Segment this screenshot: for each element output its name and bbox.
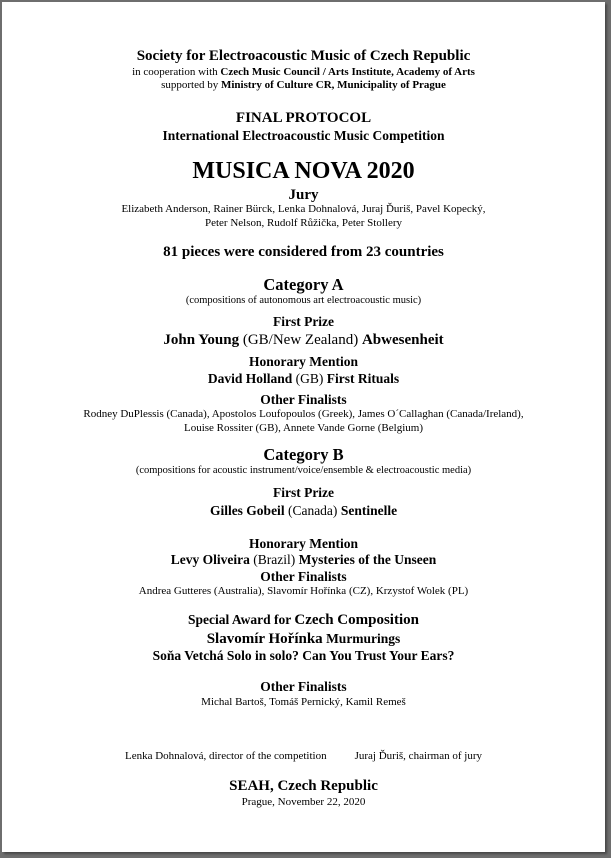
protocol-title: FINAL PROTOCOL: [235, 110, 372, 126]
society-title: Society for Electroacoustic Music of Czech Republic: [136, 48, 471, 64]
composer-country: (GB): [292, 371, 327, 386]
work-title: Murmurings: [322, 631, 401, 646]
special-award-heading: [2, 612, 605, 629]
jury-line-1: Elizabeth Anderson, Rainer Bürck, Lenka Dohnalová, Juraj Ďuriš, Pavel Kopecký,: [121, 203, 486, 215]
category-a-first-prize-heading: First Prize: [272, 314, 335, 329]
category-a-finalists-heading: Other Finalists: [260, 392, 347, 407]
support-line: [2, 79, 605, 91]
summary-line: 81 pieces were considered from 23 countries: [163, 244, 444, 260]
footer-organization: SEAH, Czech Republic: [229, 778, 378, 794]
work-title: Abwesenheit: [361, 332, 444, 348]
chairman-signature: Juraj Ďuriš, chairman of jury: [354, 750, 482, 762]
cooperation-prefix: in cooperation with: [132, 66, 221, 78]
composer-country: (Brazil): [249, 552, 299, 567]
category-a-mention-heading: Honorary Mention: [248, 354, 359, 369]
cooperation-names: Czech Music Council / Arts Institute, Academy of Arts: [220, 66, 475, 78]
support-names: Ministry of Culture CR, Municipality of Prague: [220, 79, 446, 91]
composer-country: (GB/New Zealand): [239, 332, 362, 348]
jury-line-2: Peter Nelson, Rudolf Růžička, Peter Stollery: [204, 217, 403, 229]
composer-name: Levy Oliveira: [170, 552, 250, 567]
work-title: Sentinelle: [340, 503, 398, 518]
work-title: First Rituals: [326, 371, 400, 386]
support-prefix: supported by: [161, 79, 221, 91]
category-a-heading: Category A: [263, 275, 344, 294]
category-a-mention: [2, 372, 605, 387]
special-award-finalists-line-1: Michal Bartoš, Tomáš Pernický, Kamil Remeš: [201, 696, 406, 708]
category-b-mention-heading: Honorary Mention: [248, 536, 359, 551]
competition-subtitle: International Electroacoustic Music Competition: [162, 128, 445, 143]
jury-heading: Jury: [288, 187, 319, 203]
category-a-finalists-line-1: Rodney DuPlessis (Canada), Apostolos Loufopoulos (Greek), James O´Callaghan (Canada/Ireland),: [83, 408, 524, 420]
special-award-winner-1: [2, 631, 605, 648]
special-award-prefix: Special Award for: [188, 612, 295, 627]
category-b-description: (compositions for acoustic instrument/voice/ensemble & electroacoustic media): [135, 465, 472, 476]
footer-place-date: Prague, November 22, 2020: [241, 796, 366, 808]
category-a-description: (compositions of autonomous art electroacoustic music): [185, 295, 422, 306]
director-signature: Lenka Dohnalová, director of the competition: [125, 750, 327, 762]
category-b-first-prize: [2, 504, 605, 519]
signatures: [2, 750, 605, 762]
category-b-finalists-line-1: Andrea Gutteres (Australia), Slavomír Hořínka (CZ), Krzystof Wolek (PL): [138, 585, 469, 597]
competition-name: MUSICA NOVA 2020: [192, 158, 415, 184]
special-award-winner-2: Soňa Vetchá Solo in solo? Can You Trust Your Ears?: [152, 648, 455, 663]
work-title: Mysteries of the Unseen: [298, 552, 437, 567]
category-a-first-prize: [2, 332, 605, 349]
cooperation-line: [2, 66, 605, 78]
protocol-page: [2, 2, 605, 852]
category-a-finalists-line-2: Louise Rossiter (GB), Annete Vande Gorne (Belgium): [183, 422, 423, 434]
composer-name: Slavomír Hořínka: [206, 631, 323, 647]
special-award-main: Czech Composition: [294, 612, 419, 628]
composer-name: David Holland: [207, 371, 293, 386]
composer-name: John Young: [163, 332, 240, 348]
composer-country: (Canada): [284, 503, 341, 518]
category-b-finalists-heading: Other Finalists: [260, 569, 347, 584]
composer-name: Gilles Gobeil: [209, 503, 285, 518]
category-b-mention: [2, 553, 605, 568]
category-b-heading: Category B: [263, 445, 344, 464]
category-b-first-prize-heading: First Prize: [272, 485, 335, 500]
special-award-finalists-heading: Other Finalists: [260, 679, 347, 694]
